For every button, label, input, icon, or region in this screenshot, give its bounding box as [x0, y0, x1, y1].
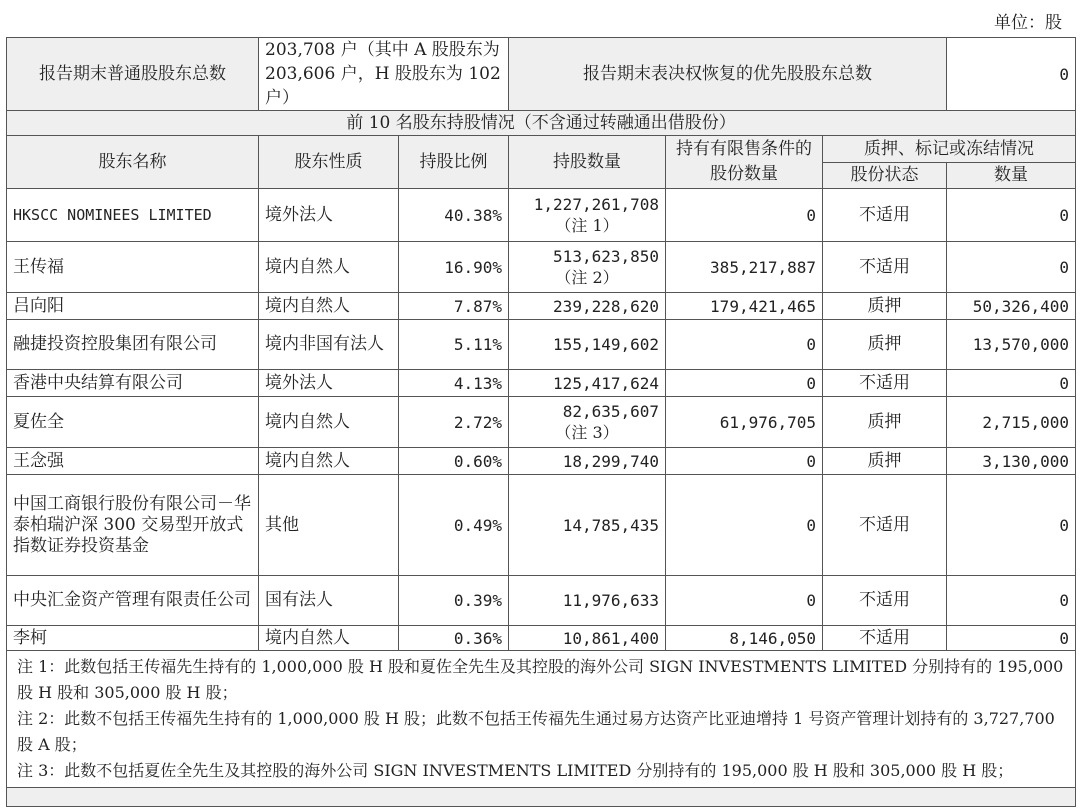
pledge-status: 不适用 — [859, 514, 911, 535]
shareholder-nature: 境内自然人 — [265, 450, 350, 471]
shareholding-quantity-cell — [509, 320, 666, 370]
shareholding-ratio: 0.49% — [453, 515, 503, 535]
pledge-status-cell — [823, 370, 947, 397]
pledged-quantity-cell — [947, 475, 1076, 576]
pledged-quantity: 50,326,400 — [972, 296, 1070, 316]
pledged-quantity-cell — [947, 397, 1076, 448]
preferred-holders-value: 0 — [947, 38, 1076, 111]
shareholder-name: 王念强 — [13, 450, 64, 471]
table-row — [7, 576, 1076, 626]
pledge-status-cell — [823, 475, 947, 576]
restricted-shares: 0 — [806, 373, 817, 393]
header-quantity: 持股数量 — [509, 136, 666, 189]
shareholding-ratio-cell — [399, 397, 509, 448]
shareholder-nature: 境外法人 — [265, 204, 333, 225]
notes-cell — [7, 651, 1076, 788]
common-holders-label: 报告期末普通股股东总数 — [7, 38, 259, 111]
pledged-quantity: 0 — [1059, 515, 1070, 535]
pledge-status: 质押 — [867, 450, 902, 471]
shareholding-quantity: 239,228,620 — [553, 296, 660, 316]
preferred-holders-label: 报告期末表决权恢复的优先股股东总数 — [509, 38, 947, 111]
section-title-row — [7, 111, 1076, 136]
shareholder-nature: 其他 — [265, 514, 299, 535]
pledged-quantity-cell — [947, 448, 1076, 475]
restricted-shares: 0 — [806, 515, 817, 535]
table-row — [7, 397, 1076, 448]
shareholder-name-cell — [7, 242, 259, 293]
restricted-shares: 179,421,465 — [710, 296, 817, 316]
shareholder-nature-cell — [259, 397, 399, 448]
shareholder-nature-cell — [259, 576, 399, 626]
pledged-quantity-cell — [947, 293, 1076, 320]
pledged-quantity-cell — [947, 576, 1076, 626]
restricted-shares: 61,976,705 — [719, 412, 817, 432]
header-restricted: 持有有限售条件的股份数量 — [666, 136, 823, 189]
shareholding-quantity: 125,417,624 — [553, 373, 660, 393]
shareholding-quantity-cell — [509, 397, 666, 448]
restricted-shares: 0 — [806, 451, 817, 471]
next-section-cell — [7, 788, 1076, 807]
shareholder-rows — [7, 189, 1076, 651]
pledge-status: 不适用 — [859, 590, 911, 610]
shareholder-name-cell — [7, 189, 259, 242]
table-row — [7, 370, 1076, 397]
shareholding-ratio: 0.36% — [453, 628, 503, 648]
shareholder-name: 夏佐全 — [13, 411, 64, 432]
shareholder-name: 李柯 — [13, 627, 47, 648]
header-pledge-qty: 数量 — [947, 163, 1076, 189]
restricted-shares: 0 — [806, 591, 817, 610]
pledge-status-cell — [823, 397, 947, 448]
restricted-shares-cell — [666, 242, 823, 293]
shareholding-ratio-cell — [399, 475, 509, 576]
note-2: 注 2：此数不包括王传福先生持有的 1,000,000 股 H 股；此数不包括王传福先生通过易方达资产比亚迪增持 1 号资产管理计划持有的 3,727,700 股 A 股； — [17, 709, 1055, 754]
shareholder-nature: 境内自然人 — [265, 411, 350, 432]
pledged-quantity: 13,570,000 — [972, 335, 1070, 354]
pledged-quantity: 3,130,000 — [982, 451, 1070, 471]
pledged-quantity: 0 — [1059, 257, 1070, 277]
shareholder-nature: 境内自然人 — [265, 295, 350, 316]
pledged-quantity: 0 — [1059, 591, 1070, 610]
note-1: 注 1：此数包括王传福先生持有的 1,000,000 股 H 股和夏佐全先生及其控股的海外公司 SIGN INVESTMENTS LIMITED 分别持有的 195,000 股 H 股和 305,000 股 H 股； — [17, 657, 1064, 702]
shareholding-ratio: 7.87% — [453, 296, 503, 316]
shareholding-quantity-cell — [509, 626, 666, 651]
shareholder-name-cell — [7, 448, 259, 475]
shareholder-nature-cell — [259, 370, 399, 397]
shareholding-ratio: 5.11% — [453, 335, 503, 354]
restricted-shares: 0 — [806, 205, 817, 225]
shareholder-name: 吕向阳 — [13, 295, 64, 316]
restricted-shares-cell — [666, 475, 823, 576]
pledge-status-cell — [823, 242, 947, 293]
header-pledge-status: 股份状态 — [823, 163, 947, 189]
shareholding-ratio-cell — [399, 320, 509, 370]
shareholder-nature-cell — [259, 475, 399, 576]
pledge-status: 质押 — [867, 411, 902, 432]
restricted-shares-cell — [666, 293, 823, 320]
pledged-quantity-cell — [947, 242, 1076, 293]
pledge-status-cell — [823, 626, 947, 651]
pledge-status: 不适用 — [859, 372, 911, 393]
restricted-shares-cell — [666, 448, 823, 475]
shareholding-quantity: 155,149,602 — [553, 335, 660, 354]
shareholder-nature-cell — [259, 293, 399, 320]
shareholder-name: 中国工商银行股份有限公司－华泰柏瑞沪深 300 交易型开放式指数证券投资基金 — [13, 493, 251, 556]
pledged-quantity: 2,715,000 — [982, 412, 1070, 432]
shareholder-name: 王传福 — [13, 256, 64, 277]
table-row — [7, 189, 1076, 242]
note-3: 注 3：此数不包括夏佐全先生及其控股的海外公司 SIGN INVESTMENTS LIMITED 分别持有的 195,000 股 H 股和 305,000 股 H 股； — [17, 761, 1014, 780]
pledge-status: 不适用 — [859, 256, 911, 277]
pledge-status-cell — [823, 320, 947, 370]
pledged-quantity-cell — [947, 189, 1076, 242]
pledged-quantity: 0 — [1059, 373, 1070, 393]
table-row — [7, 242, 1076, 293]
shareholder-nature: 境内非国有法人 — [265, 334, 384, 354]
pledged-quantity-cell — [947, 626, 1076, 651]
shareholder-name: 中央汇金资产管理有限责任公司 — [13, 590, 251, 610]
restricted-shares-cell — [666, 320, 823, 370]
next-section-row — [7, 788, 1076, 807]
shareholding-ratio-cell — [399, 576, 509, 626]
shareholding-quantity: 10,861,400 — [562, 628, 660, 648]
quantity-note: （注 1） — [555, 216, 619, 235]
shareholder-name-cell — [7, 576, 259, 626]
shareholding-quantity: 14,785,435 — [562, 515, 660, 535]
table-row — [7, 320, 1076, 370]
shareholding-ratio: 4.13% — [453, 373, 503, 393]
shareholder-nature-cell — [259, 242, 399, 293]
shareholding-ratio: 0.39% — [453, 591, 503, 610]
shareholding-ratio: 16.90% — [444, 257, 503, 277]
common-holders-value: 203,708 户（其中 A 股股东为203,606 户，H 股股东为 102 户） — [259, 38, 509, 111]
shareholder-name-cell — [7, 293, 259, 320]
shareholder-nature: 国有法人 — [265, 590, 333, 610]
pledge-status: 质押 — [867, 295, 902, 316]
pledge-status-cell — [823, 189, 947, 242]
shareholding-quantity: 11,976,633 — [562, 591, 660, 610]
restricted-shares: 8,146,050 — [729, 628, 817, 648]
restricted-shares-cell — [666, 397, 823, 448]
pledge-status-cell — [823, 448, 947, 475]
restricted-shares-cell — [666, 370, 823, 397]
shareholder-nature-cell — [259, 189, 399, 242]
shareholding-ratio-cell — [399, 189, 509, 242]
shareholding-ratio: 0.60% — [453, 451, 503, 471]
pledge-status-cell — [823, 293, 947, 320]
shareholder-nature: 境内自然人 — [265, 627, 350, 648]
shareholding-quantity: 18,299,740 — [562, 451, 660, 471]
shareholding-quantity: 1,227,261,708 — [533, 195, 660, 214]
shareholder-nature-cell — [259, 448, 399, 475]
shareholder-name-cell — [7, 370, 259, 397]
pledge-status-cell — [823, 576, 947, 626]
shareholder-table — [6, 37, 1076, 807]
header-nature: 股东性质 — [259, 136, 399, 189]
shareholder-nature-cell — [259, 626, 399, 651]
shareholding-quantity: 513,623,850 — [553, 247, 660, 266]
shareholding-quantity-cell — [509, 293, 666, 320]
pledged-quantity: 0 — [1059, 628, 1070, 648]
shareholding-ratio-cell — [399, 370, 509, 397]
shareholding-ratio-cell — [399, 448, 509, 475]
shareholding-quantity: 82,635,607 — [562, 402, 660, 421]
notes-row — [7, 651, 1076, 788]
shareholder-name: 香港中央结算有限公司 — [13, 372, 183, 393]
header-pledge-group: 质押、标记或冻结情况 — [823, 136, 1076, 163]
restricted-shares-cell — [666, 576, 823, 626]
shareholder-nature-cell — [259, 320, 399, 370]
shareholder-name-cell — [7, 320, 259, 370]
shareholding-quantity-cell — [509, 475, 666, 576]
shareholder-nature: 境外法人 — [265, 372, 333, 393]
shareholding-quantity-cell — [509, 242, 666, 293]
shareholding-quantity-cell — [509, 576, 666, 626]
shareholder-name-cell — [7, 626, 259, 651]
pledged-quantity-cell — [947, 370, 1076, 397]
pledge-status: 不适用 — [859, 627, 911, 648]
pledge-status: 不适用 — [859, 204, 911, 225]
shareholder-name-cell — [7, 397, 259, 448]
shareholding-ratio: 2.72% — [453, 412, 503, 432]
shareholder-name-cell — [7, 475, 259, 576]
quantity-note: （注 2） — [555, 268, 619, 287]
shareholding-quantity-cell — [509, 448, 666, 475]
shareholding-quantity-cell — [509, 189, 666, 242]
table-row — [7, 626, 1076, 651]
shareholder-nature: 境内自然人 — [265, 256, 350, 277]
shareholding-ratio: 40.38% — [444, 205, 503, 225]
shareholding-quantity-cell — [509, 370, 666, 397]
restricted-shares-cell — [666, 626, 823, 651]
quantity-note: （注 3） — [555, 423, 619, 442]
pledge-status: 质押 — [867, 334, 902, 354]
shareholding-ratio-cell — [399, 626, 509, 651]
restricted-shares: 385,217,887 — [710, 257, 817, 277]
shareholder-name: 融捷投资控股集团有限公司 — [13, 334, 217, 354]
section-title: 前 10 名股东持股情况（不含通过转融通出借股份） — [7, 111, 1076, 136]
table-row — [7, 475, 1076, 576]
shareholding-ratio-cell — [399, 242, 509, 293]
header-ratio: 持股比例 — [399, 136, 509, 189]
summary-row — [7, 38, 1076, 111]
table-row — [7, 448, 1076, 475]
header-row-1 — [7, 136, 1076, 163]
restricted-shares-cell — [666, 189, 823, 242]
unit-label: 单位：股 — [994, 13, 1062, 33]
shareholder-name: HKSCC NOMINEES LIMITED — [13, 205, 212, 224]
shareholding-ratio-cell — [399, 293, 509, 320]
pledged-quantity: 0 — [1059, 205, 1070, 225]
pledged-quantity-cell — [947, 320, 1076, 370]
header-name: 股东名称 — [7, 136, 259, 189]
restricted-shares: 0 — [806, 335, 817, 354]
table-row — [7, 293, 1076, 320]
